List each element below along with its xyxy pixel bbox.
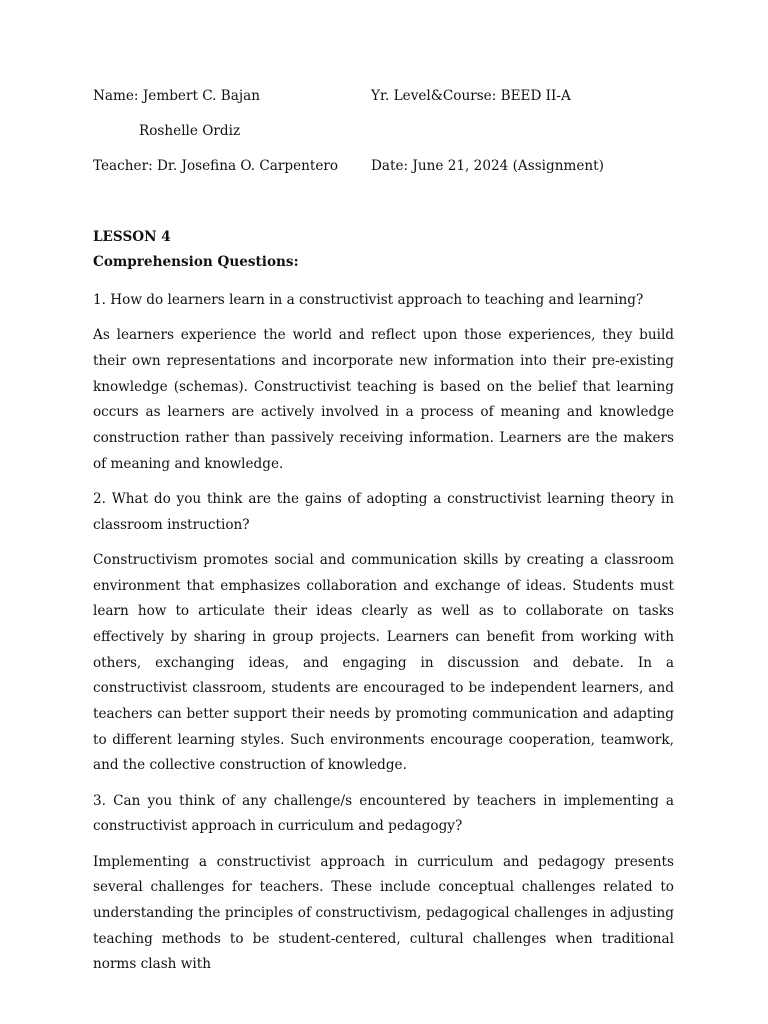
teacher-name: Teacher: Dr. Josefina O. Carpentero [93,158,339,174]
answer-3: Implementing a constructivist approach in curriculum and pedagogy presents several challenges for teachers. These include conceptual challenges related to understanding the principles of constructivism, pedagogical challenges in adjusting teaching methods to be student-centered, cultural challenges when traditional norms clash with [93,853,674,973]
document-body [93,288,674,988]
year-level-course: Yr. Level&Course: BEED II-A [371,88,571,104]
student-name-2: Roshelle Ordiz [139,123,241,139]
answer-2: Constructivism promotes social and communication skills by creating a classroom environment that emphasizes collaboration and exchange of ideas. Students must learn how to articulate their ideas clearly as well as to collaborate on tasks effectively by sharing in group projects. Learners can benefit from working with others, exchanging ideas, and engaging in discussion and debate. In a constructivist classroom, students are encouraged to be independent learners, and teachers can better support their needs by promoting communication and adapting to different learning styles. Such environments encourage cooperation, teamwork, and the collective construction of knowledge. [93,551,674,774]
lesson-title: LESSON 4 [93,229,171,245]
question-2: 2. What do you think are the gains of adopting a constructivist learning theory in classroom instruction? [93,490,674,533]
section-title: Comprehension Questions: [93,254,299,270]
question-3: 3. Can you think of any challenge/s encountered by teachers in implementing a constructivist approach in curriculum and pedagogy? [93,792,674,835]
question-1: 1. How do learners learn in a constructivist approach to teaching and learning? [93,292,644,308]
student-name: Name: Jembert C. Bajan [93,88,260,104]
answer-1: As learners experience the world and reflect upon those experiences, they build their own representations and incorporate new information into their pre-existing knowledge (schemas). Constructivist teaching is based on the belief that learning occurs as learners are actively involved in a process of meaning and knowledge construction rather than passively receiving information. Learners are the makers of meaning and knowledge. [93,327,674,472]
assignment-date: Date: June 21, 2024 (Assignment) [371,158,604,174]
